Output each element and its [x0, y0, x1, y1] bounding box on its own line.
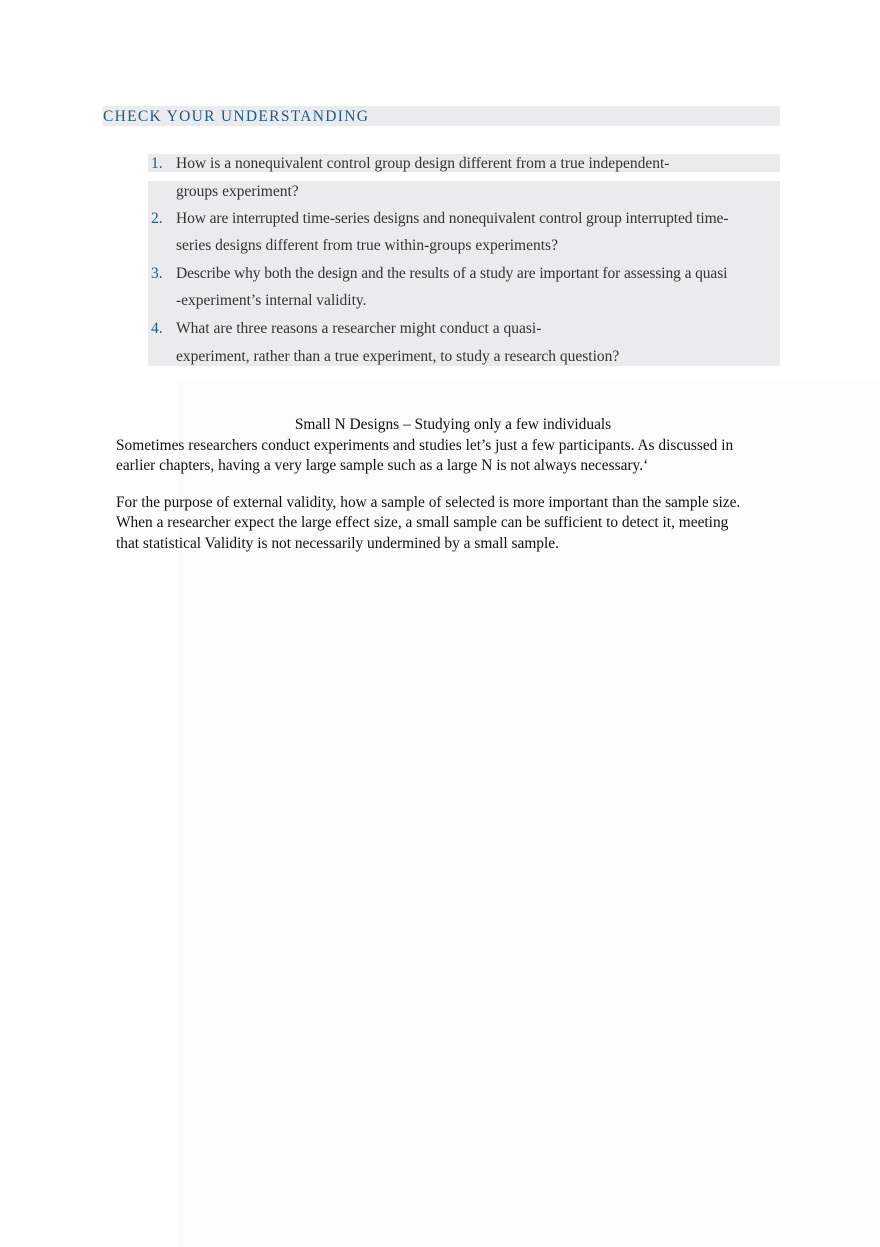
- paragraph-line: When a researcher expect the large effect size, a small sample can be sufficient to detect it, meeting: [116, 514, 729, 531]
- paragraph-line: that statistical Validity is not necessarily undermined by a small sample.: [116, 535, 559, 552]
- section-title: CHECK YOUR UNDERSTANDING: [103, 108, 370, 125]
- question-number: 3.: [151, 265, 163, 282]
- paragraph-line: For the purpose of external validity, how a sample of selected is more important than the sample size.: [116, 494, 741, 511]
- question-number: 4.: [151, 320, 163, 337]
- question-number: 1.: [151, 155, 163, 172]
- small-n-title: Small N Designs – Studying only a few individuals: [294, 416, 612, 433]
- question-text: How is a nonequivalent control group design different from a true independent-: [176, 155, 670, 172]
- paragraph-line: earlier chapters, having a very large sample such as a large N is not always necessary.‘: [116, 457, 649, 474]
- paragraph-line: Sometimes researchers conduct experiments and studies let’s just a few participants. As discussed in: [116, 437, 734, 454]
- question-text: series designs different from true within-groups experiments?: [176, 237, 558, 254]
- question-number: 2.: [151, 210, 163, 227]
- question-text: What are three reasons a researcher might conduct a quasi-: [176, 320, 542, 337]
- question-text: Describe why both the design and the results of a study are important for assessing a quasi: [176, 265, 728, 282]
- question-text: experiment, rather than a true experiment, to study a research question?: [176, 348, 620, 365]
- question-text: groups experiment?: [176, 183, 299, 200]
- question-text: How are interrupted time-series designs and nonequivalent control group interrupted time-: [176, 210, 729, 227]
- question-text: -experiment’s internal validity.: [176, 292, 367, 309]
